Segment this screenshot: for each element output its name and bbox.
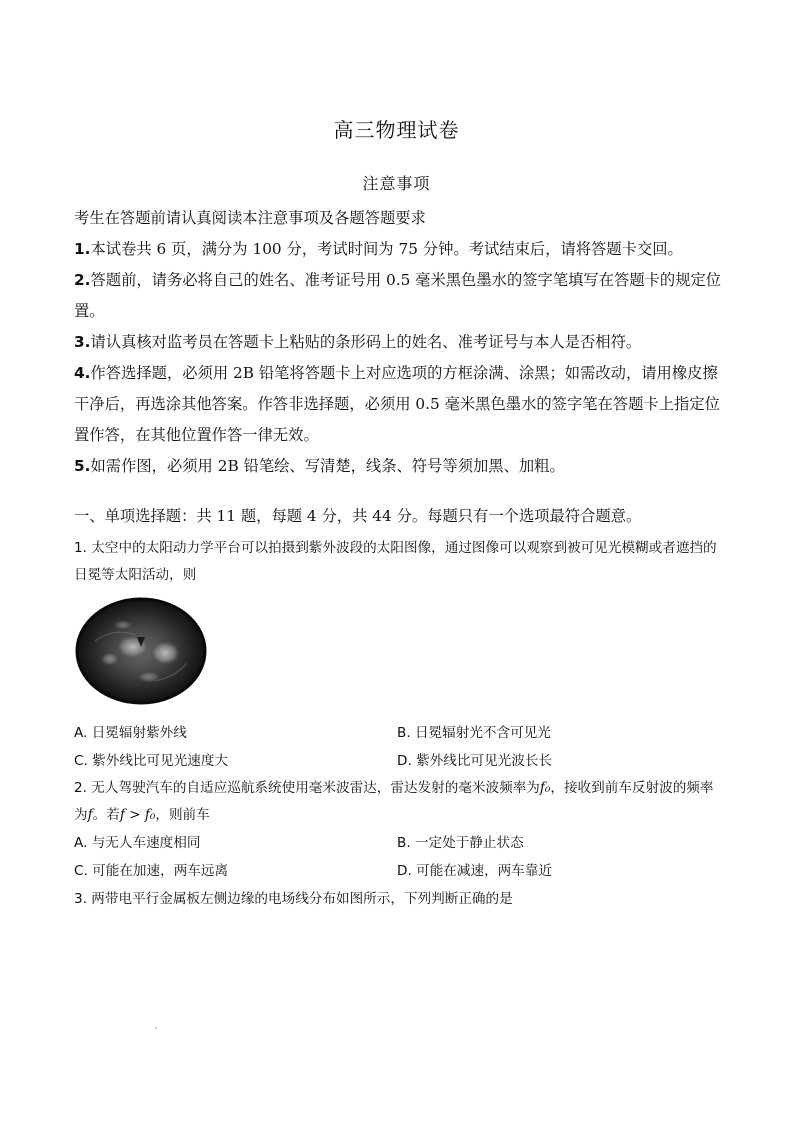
notice-item-number: 4. [74,364,91,382]
question-1-stem [74,535,722,589]
q1-option-d[interactable]: D. 紫外线比可见光波长长 [397,753,553,769]
sun-uv-image [75,597,207,705]
notice-item-text: 请认真核对监考员在答题卡上粘贴的条形码上的姓名、准考证号与本人是否相符。 [90,333,642,351]
scan-speck [155,1027,157,1029]
notice-item-number: 3. [74,333,91,351]
notice-item-3 [74,327,722,358]
inequality-f-gt-f0: f > f₀ [119,807,156,823]
page-title: 高三物理试卷 [333,118,460,142]
q2-option-c[interactable]: C. 可能在加速，两车远离 [74,863,229,879]
notice-item-1 [74,234,722,265]
active-region-2 [149,640,181,666]
notice-item-text: 作答选择题，必须用 2B 铅笔将答题卡上对应选项的方框涂满、涂黑；如需改动，请用橡皮擦干净后，再选涂其他答案。作答非选择题，必须用 0.5 毫米黑色墨水的签字笔在答题卡上指定位置作答，在其他位置作答一律无效。 [74,364,720,444]
q2-text-3: 。若 [92,807,120,823]
q1-option-a[interactable]: A. 日冕辐射紫外线 [74,725,187,741]
notice-heading: 注意事项 [362,174,431,193]
notice-item-text: 如需作图，必须用 2B 铅笔绘、写清楚，线条、符号等须加黑、加粗。 [90,457,565,475]
notice-block [74,203,722,482]
question-3-stem: 3. 两带电平行金属板左侧边缘的电场线分布如图所示，下列判断正确的是 [74,891,513,907]
active-region-1 [115,634,151,660]
question-text: 1. 太空中的太阳动力学平台可以拍摄到紫外波段的太阳图像，通过图像可以观察到被可见光模糊或者遮挡的日冕等太阳活动，则 [74,540,717,583]
q1-option-b[interactable]: B. 日冕辐射光不含可见光 [397,725,551,741]
notice-item-5 [74,451,722,482]
notice-item-text: 本试卷共 6 页，满分为 100 分，考试时间为 75 分钟。考试结束后，请将答题卡交回。 [90,240,683,258]
q2-option-a[interactable]: A. 与无人车速度相同 [74,835,201,851]
q2-text-4: ，则前车 [155,807,210,823]
notice-intro: 考生在答题前请认真阅读本注意事项及各题答题要求 [74,209,426,227]
notice-item-number: 2. [74,271,91,289]
notice-item-4 [74,358,722,451]
section-heading: 一、单项选择题：共 11 题，每题 4 分，共 44 分。每题只有一个选项最符合题意。 [74,507,642,525]
q2-option-d[interactable]: D. 可能在减速，两车靠近 [397,863,553,879]
notice-item-2 [74,265,722,327]
symbol-f: f [87,807,93,823]
q2-option-b[interactable]: B. 一定处于静止状态 [397,835,524,851]
notice-item-number: 1. [74,240,91,258]
question-text [74,775,722,829]
q1-option-c[interactable]: C. 紫外线比可见光速度大 [74,753,229,769]
notice-item-number: 5. [74,457,91,475]
symbol-f0: f₀ [539,780,551,796]
q2-text-1: 2. 无人驾驶汽车的自适应巡航系统使用毫米波雷达，雷达发射的毫米波频率为 [74,780,540,796]
notice-item-text: 答题前，请务必将自己的姓名、准考证号用 0.5 毫米黑色墨水的签字笔填写在答题卡的规定位置。 [74,271,722,320]
q2-text-2: ，接收到前车反射波的频率为 [74,780,714,823]
question-2-stem [74,775,722,829]
